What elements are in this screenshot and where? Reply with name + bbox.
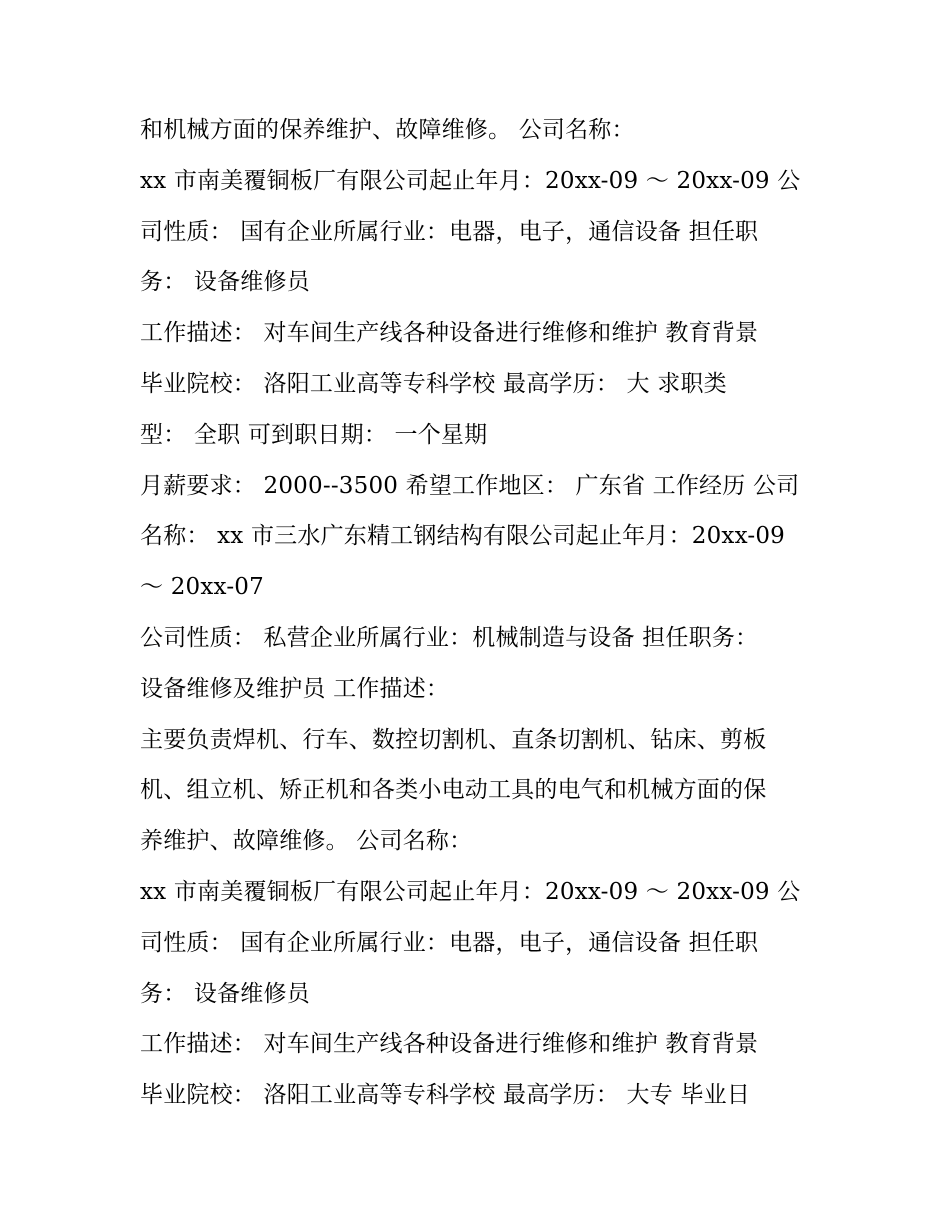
text-line: 毕业院校： 洛阳工业高等专科学校 最高学历： 大专 毕业日 <box>140 1082 751 1109</box>
text-line: 工作描述： 对车间生产线各种设备进行维修和维护 教育背景 <box>140 1031 759 1058</box>
text-line: 设备维修及维护员 工作描述： <box>140 675 450 702</box>
text-line: 月薪要求： 2000--3500 希望工作地区： 广东省 工作经历 公司 <box>140 472 800 499</box>
text-line: 养维护、故障维修。 公司名称： <box>140 828 473 855</box>
text-line: 机、组立机、矫正机和各类小电动工具的电气和机械方面的保 <box>140 777 767 804</box>
text-line: 和机械方面的保养维护、故障维修。 公司名称： <box>140 117 635 143</box>
text-line: 司性质： 国有企业所属行业：电器，电子，通信设备 担任职 <box>140 929 759 956</box>
text-line: 司性质： 国有企业所属行业：电器，电子，通信设备 担任职 <box>140 218 759 245</box>
text-line: 毕业院校： 洛阳工业高等专科学校 最高学历： 大 求职类 <box>140 370 727 397</box>
text-line: 公司性质： 私营企业所属行业：机械制造与设备 担任职务： <box>140 624 759 651</box>
text-line: 务： 设备维修员 <box>140 980 310 1007</box>
text-line: xx 市南美覆铜板厂有限公司起止年月：20xx-09 ～ 20xx-09 公 <box>140 878 801 905</box>
text-line: 务： 设备维修员 <box>140 269 310 296</box>
text-line: ～ 20xx-07 <box>140 574 264 601</box>
text-line: 主要负责焊机、行车、数控切割机、直条切割机、钻床、剪板 <box>140 726 767 753</box>
document-body <box>140 105 830 1121</box>
text-line: 工作描述： 对车间生产线各种设备进行维修和维护 教育背景 <box>140 320 759 347</box>
text-line: xx 市南美覆铜板厂有限公司起止年月：20xx-09 ～ 20xx-09 公 <box>140 167 801 194</box>
text-line: 型： 全职 可到职日期： 一个星期 <box>140 421 488 448</box>
text-line: 名称： xx 市三水广东精工钢结构有限公司起止年月：20xx-09 <box>140 523 786 550</box>
